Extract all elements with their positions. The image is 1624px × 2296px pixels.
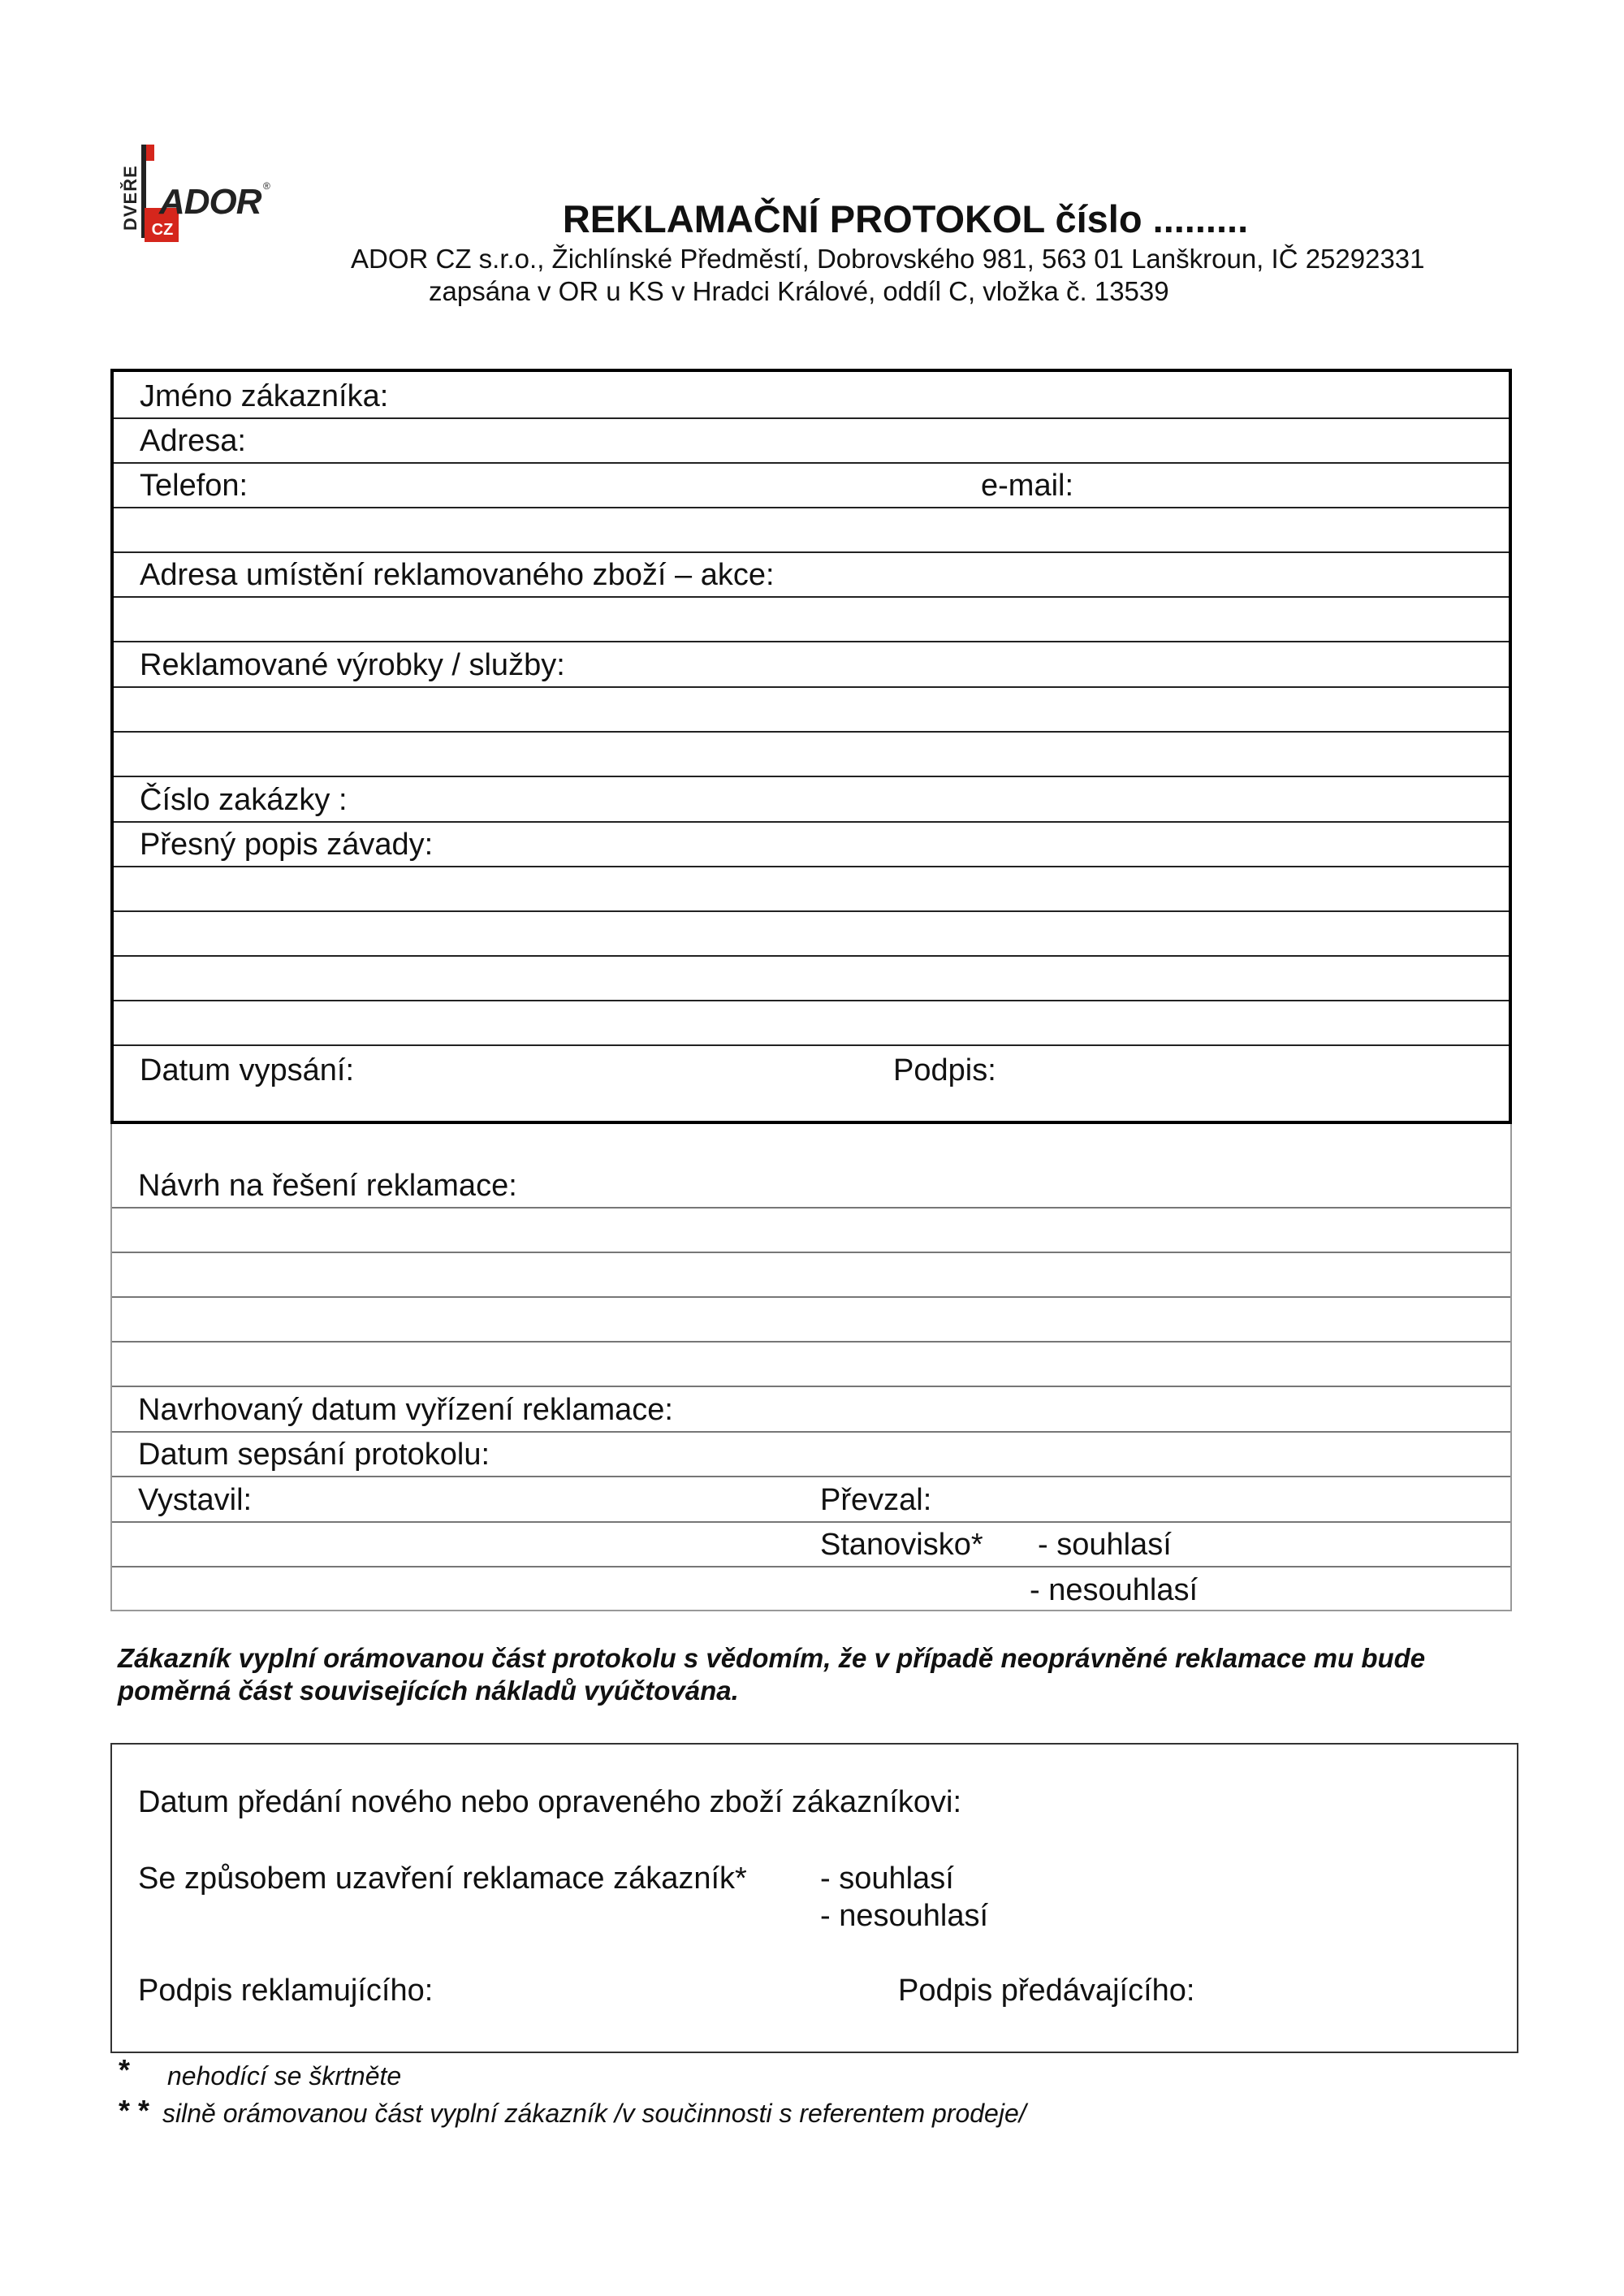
row-address[interactable] [114,419,1509,464]
row-proposal[interactable] [112,1124,1510,1209]
customer-section [110,369,1512,1124]
row-disagree[interactable] [112,1567,1510,1611]
position-label: Stanovisko* [820,1528,983,1562]
order-number-label: Číslo zakázky : [140,783,348,817]
row-goods-location[interactable] [114,553,1509,598]
row-position-agree[interactable] [112,1523,1510,1567]
date-written-label: Datum vypsání: [140,1053,354,1087]
email-label: e-mail: [981,469,1074,503]
handover-signature-label: Podpis předávajícího: [898,1974,1195,2008]
address-label: Adresa: [140,424,246,458]
logo-brand: ADOR [159,182,261,222]
row-blank[interactable] [114,912,1509,957]
proposed-date-label: Navrhovaný datum vyřízení reklamace: [138,1393,673,1427]
defect-description-label: Přesný popis závady: [140,828,434,862]
row-blank[interactable] [112,1298,1510,1343]
protocol-date-label: Datum sepsání protokolu: [138,1438,490,1472]
row-blank[interactable] [112,1253,1510,1298]
claimant-signature-label: Podpis reklamujícího: [138,1974,434,2008]
row-blank[interactable] [114,733,1509,777]
phone-label: Telefon: [140,469,248,503]
customer-note: Zákazník vyplní orámovanou část protokolu s vědomím, že v případě neoprávněné reklamace mu bude poměrná část souvisejících nákladů vyúčtována. [118,1643,1426,1706]
row-blank[interactable] [112,1209,1510,1253]
footnote-star-2: * * [119,2094,150,2127]
row-phone-email[interactable] [114,464,1509,508]
closing-section [110,1743,1518,2053]
agree-option[interactable]: - souhlasí [1038,1528,1172,1562]
row-date-signature[interactable] [114,1046,1509,1121]
company-registry: zapsána v OR u KS v Hradci Králové, oddíl C, vložka č. 13539 [429,276,1169,306]
page-title: REKLAMAČNÍ PROTOKOL číslo ......... [562,197,1249,240]
row-order-number[interactable] [114,777,1509,823]
row-blank[interactable] [114,688,1509,733]
row-protocol-date[interactable] [112,1433,1510,1477]
row-blank[interactable] [114,508,1509,553]
closing-agree-option[interactable]: - souhlasí [820,1861,954,1896]
handover-date-label: Datum předání nového nebo opraveného zboží zákazníkovi: [138,1785,961,1819]
signature-label: Podpis: [893,1053,996,1087]
logo-vertical-text: DVEŘE [120,165,140,231]
proposal-label: Návrh na řešení reklamace: [138,1169,517,1203]
logo-red-accent [146,145,154,161]
customer-name-label: Jméno zákazníka: [140,379,389,413]
row-blank[interactable] [114,1001,1509,1046]
issued-by-label: Vystavil: [138,1483,253,1517]
row-blank[interactable] [114,957,1509,1001]
closing-consent-label: Se způsobem uzavření reklamace zákazník* [138,1861,747,1896]
footnote-star-1: * [119,2053,131,2086]
closing-disagree-option[interactable]: - nesouhlasí [820,1899,989,1933]
row-blank[interactable] [112,1343,1510,1387]
row-proposed-date[interactable] [112,1387,1510,1433]
row-claimed-products[interactable] [114,642,1509,688]
row-blank[interactable] [114,867,1509,912]
row-issued-received[interactable] [112,1477,1510,1523]
row-customer-name[interactable] [114,372,1509,419]
resolution-section [110,1124,1512,1611]
footnote-2: silně orámovanou část vyplní zákazník /v součinnosti s referentem prodeje/ [162,2099,1026,2128]
company-address: ADOR CZ s.r.o., Žichlínské Předměstí, Dobrovského 981, 563 01 Lanškroun, IČ 25292331 [351,244,1425,274]
claimed-products-label: Reklamované výrobky / služby: [140,648,565,682]
goods-location-label: Adresa umístění reklamovaného zboží – akce: [140,558,775,592]
row-defect-description[interactable] [114,823,1509,867]
row-blank[interactable] [114,598,1509,642]
logo-registered-mark: ® [263,180,270,192]
disagree-option[interactable]: - nesouhlasí [1030,1573,1199,1607]
footnote-1: nehodící se škrtněte [167,2061,402,2091]
received-by-label: Převzal: [820,1483,932,1517]
logo-cz: CZ [151,221,174,239]
